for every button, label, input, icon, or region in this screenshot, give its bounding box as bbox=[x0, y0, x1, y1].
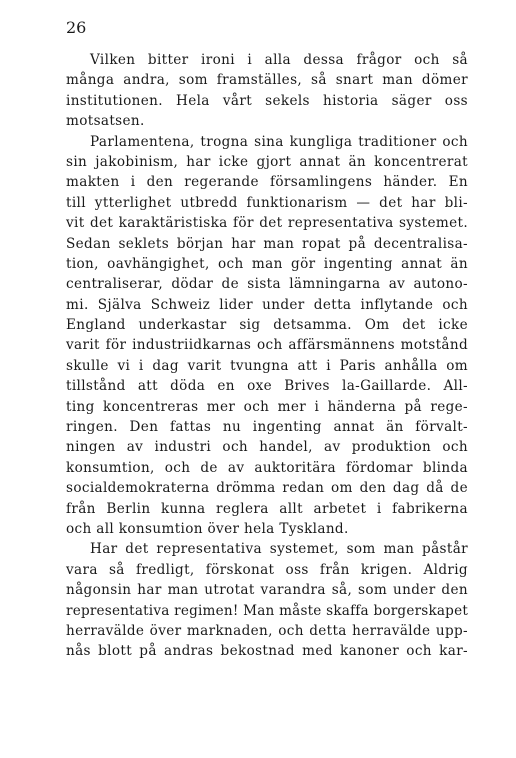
text-line: representativa regimen! Man måste skaffa borgerskapet bbox=[66, 602, 468, 619]
text-line: Vilken bitter ironi i alla dessa frågor och så bbox=[90, 52, 468, 68]
text-line: Har det representativa systemet, som man påstår bbox=[90, 541, 468, 558]
text-line: tion, oavhängighet, och man gör ingenting annat än bbox=[66, 255, 468, 272]
paragraph-2 bbox=[66, 132, 468, 540]
text-line: makten i den regerande församlingens händer. En bbox=[66, 174, 468, 191]
text-line: vara så fredligt, förskonat oss från krigen. Aldrig bbox=[66, 561, 468, 578]
text-line: centraliserar, dödar de sista lämningarna av autono- bbox=[66, 276, 468, 293]
text-line: nås blott på andras bekostnad med kanoner och kar- bbox=[66, 643, 468, 660]
text-line: varit för industriidkarnas och affärsmännens motstånd bbox=[66, 337, 468, 354]
text-line: mi. Själva Schweiz lider under detta inflytande och bbox=[66, 296, 468, 313]
text-line: från Berlin kunna reglera allt arbetet i fabrikerna bbox=[66, 500, 468, 517]
text-line: Parlamentena, trogna sina kungliga traditioner och bbox=[90, 133, 468, 150]
text-line: ningen av industri och handel, av produktion och bbox=[66, 439, 468, 456]
text-line: Sedan seklets början har man ropat på decentralisa- bbox=[66, 235, 468, 252]
text-line: konsumtion, och de av auktoritära fördomar blinda bbox=[66, 459, 468, 476]
text-line: skulle vi i dag varit tvungna att i Paris anhålla om bbox=[66, 357, 468, 374]
text-line: ringen. Den fattas nu ingenting annat än förvalt- bbox=[66, 419, 468, 436]
paragraph-1 bbox=[66, 50, 468, 132]
text-line: många andra, som framställes, så snart man dömer bbox=[66, 72, 468, 89]
text-line: tillstånd att döda en oxe Brives la-Gaillarde. All- bbox=[66, 378, 468, 395]
text-line: herravälde över marknaden, och detta herravälde upp- bbox=[66, 622, 468, 639]
text-line: ting koncentreras mer och mer i händerna på rege- bbox=[66, 398, 468, 415]
text-line: till ytterlighet utbredd funktionarism — det har bli- bbox=[66, 194, 468, 211]
text-line: motsatsen. bbox=[66, 113, 145, 130]
text-line: någonsin har man utrotat varandra så, som under den bbox=[66, 582, 468, 599]
page-number: 26 bbox=[66, 18, 87, 37]
text-line: socialdemokraterna drömma redan om den dag då de bbox=[66, 480, 468, 497]
text-line: sin jakobinism, har icke gjort annat än koncentrerat bbox=[66, 153, 468, 170]
paragraph-3 bbox=[66, 539, 468, 661]
text-line: och all konsumtion över hela Tyskland. bbox=[66, 520, 349, 537]
text-line: vit det karaktäristiska för det representativa systemet. bbox=[66, 215, 468, 232]
text-line: England underkastar sig detsamma. Om det icke bbox=[66, 317, 468, 334]
text-line: institutionen. Hela vårt sekels historia säger oss bbox=[66, 92, 468, 109]
body-text bbox=[66, 50, 468, 662]
